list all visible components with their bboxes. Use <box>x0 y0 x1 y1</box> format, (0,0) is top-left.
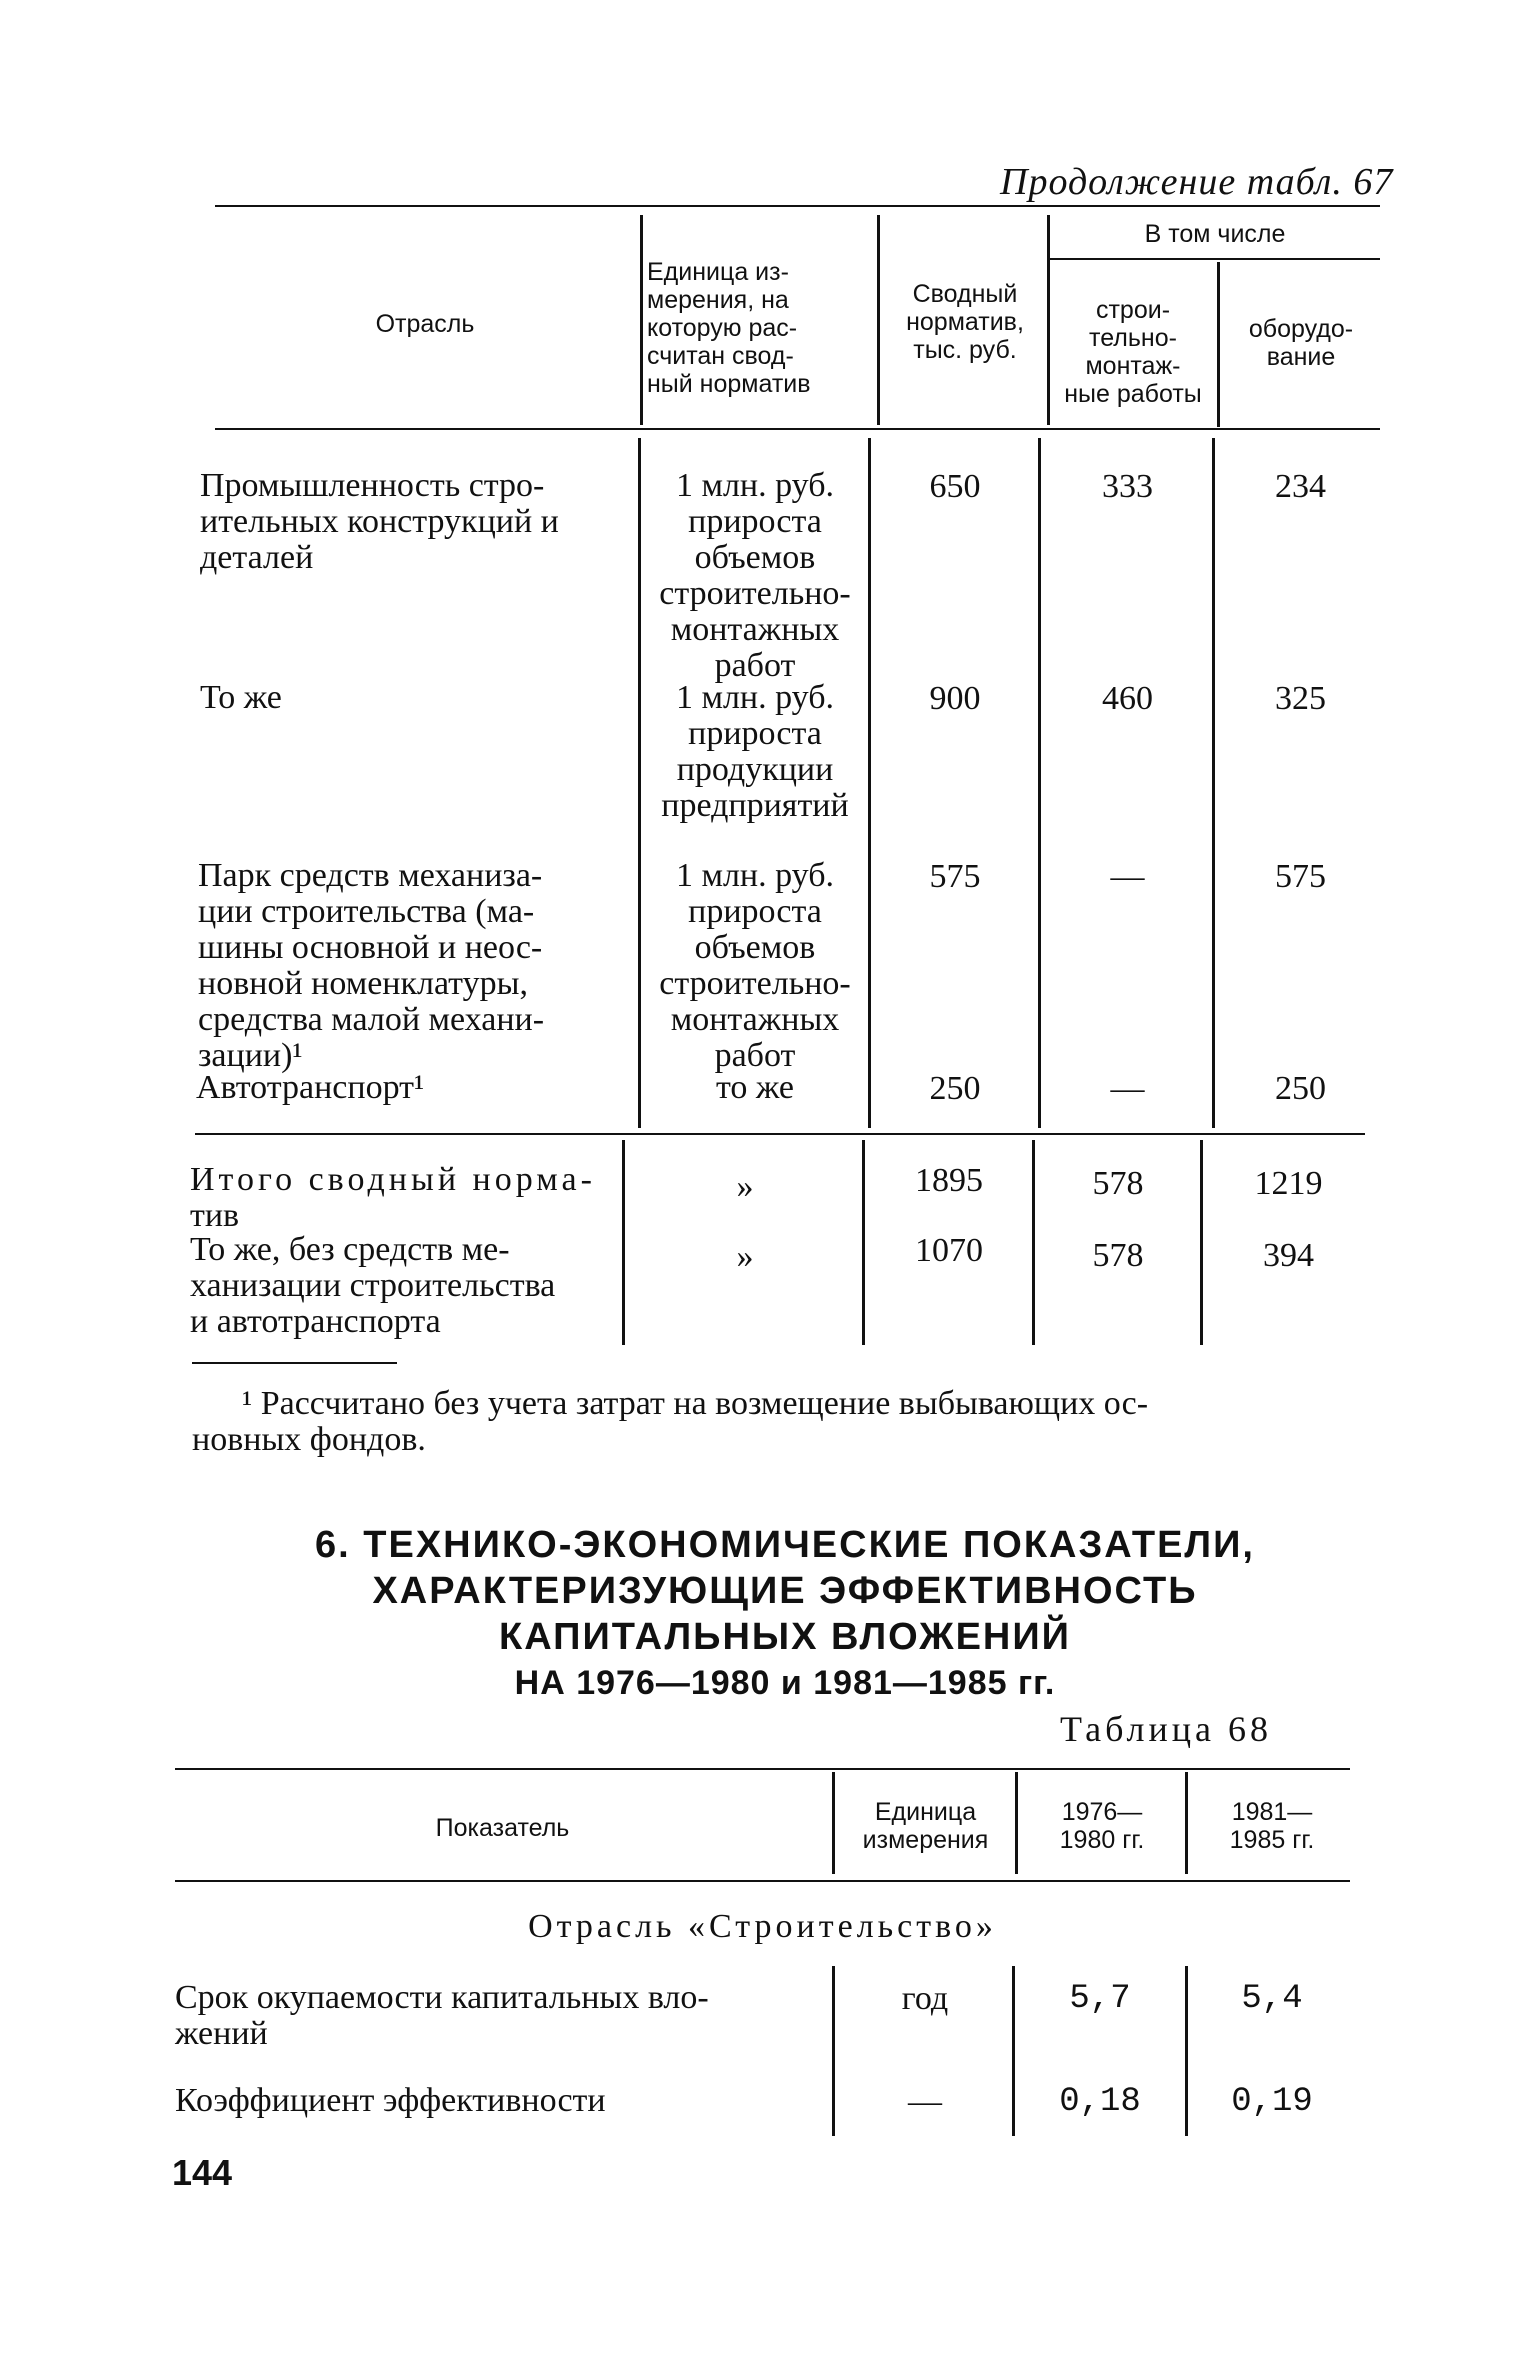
header-including: В том числе <box>1144 220 1286 248</box>
row1-unit: 1 млн. руб. прироста объемов строительно- монтажных работ <box>659 467 851 684</box>
col-rule-1-head <box>640 215 643 425</box>
t68-col-rule-3-body <box>1185 1966 1188 2136</box>
header-construction: строи- тельно- монтаж- ные работы <box>1064 296 1202 408</box>
t68-group-title: Отрасль «Строительство» <box>528 1908 997 1945</box>
col-rule-4-total <box>1200 1140 1203 1345</box>
t68-header-period1: 1976— 1980 гг. <box>1059 1798 1145 1854</box>
row1-branch: Промышленность стро- ительных конструкций и деталей <box>200 467 559 576</box>
row4-normative: 250 <box>929 1070 981 1107</box>
total1-equipment: 1219 <box>1254 1165 1323 1202</box>
t68-col-rule-1-head <box>832 1772 835 1874</box>
table-continuation-label: Продолжение табл. 67 <box>1000 161 1394 203</box>
row1-equipment: 234 <box>1275 468 1326 505</box>
table68-top-rule <box>175 1768 1350 1770</box>
footnote-rule <box>192 1362 397 1364</box>
row2-branch: То же <box>200 679 282 716</box>
t68-col-rule-2-body <box>1012 1966 1015 2136</box>
section-heading: 6. ТЕХНИКО-ЭКОНОМИЧЕСКИЕ ПОКАЗАТЕЛИ, ХАРАКТЕРИЗУЮЩИЕ ЭФФЕКТИВНОСТЬ КАПИТАЛЬНЫХ ВЛОЖЕНИЙ <box>315 1524 1255 1658</box>
t68-row1-period2: 5,4 <box>1241 1980 1303 2018</box>
row3-unit: 1 млн. руб. прироста объемов строительно- монтажных работ <box>659 857 851 1074</box>
col-rule-1-body <box>638 438 641 1128</box>
table67-top-rule <box>215 205 1380 207</box>
table68-header-rule <box>175 1880 1350 1882</box>
row2-unit: 1 млн. руб. прироста продукции предприятий <box>661 679 849 824</box>
header-branch: Отрасль <box>375 310 475 338</box>
row1-construction: 333 <box>1102 468 1153 505</box>
header-normative: Сводный норматив, тыс. руб. <box>906 280 1024 364</box>
table67-header-rule <box>215 428 1380 430</box>
total2-equipment: 394 <box>1263 1237 1314 1274</box>
t68-header-indicator: Показатель <box>435 1814 570 1842</box>
col-rule-4-body <box>1212 438 1215 1128</box>
table67-total-rule <box>195 1133 1365 1135</box>
t68-header-period2: 1981— 1985 гг. <box>1229 1798 1315 1854</box>
col-rule-1-total <box>622 1140 625 1345</box>
t68-col-rule-2-head <box>1015 1772 1018 1874</box>
col-rule-2-total <box>862 1140 865 1345</box>
t68-row2-period2: 0,19 <box>1231 2083 1313 2121</box>
col-rule-3-body <box>1038 438 1041 1128</box>
row3-construction: — <box>1110 858 1145 895</box>
t68-col-rule-1-body <box>832 1966 835 2136</box>
row3-branch: Парк средств механиза- ции строительства (ма- шины основной и неос- новной номенклатуры, средства малой механи- зации)¹ <box>198 857 545 1074</box>
section-subheading: НА 1976—1980 и 1981—1985 гг. <box>514 1664 1056 1702</box>
total1-branch: Итого сводный норма- тив <box>190 1161 596 1234</box>
total1-normative: 1895 <box>915 1162 983 1199</box>
footnote: ¹ Рассчитано без учета затрат на возмещение выбывающих ос- новных фондов. <box>192 1385 1149 1458</box>
row4-equipment: 250 <box>1275 1070 1326 1107</box>
row3-equipment: 575 <box>1275 858 1326 895</box>
total2-unit: » <box>736 1238 754 1275</box>
total2-construction: 578 <box>1092 1237 1144 1274</box>
t68-row1-period1: 5,7 <box>1069 1980 1131 2018</box>
row4-unit: то же <box>715 1069 795 1106</box>
col-rule-2-body <box>868 438 871 1128</box>
col-rule-4-head <box>1217 262 1220 427</box>
row2-equipment: 325 <box>1275 680 1326 717</box>
row2-construction: 460 <box>1102 680 1153 717</box>
total2-normative: 1070 <box>915 1232 983 1269</box>
table68-label: Таблица 68 <box>1060 1709 1272 1749</box>
col-rule-2-head <box>877 215 880 425</box>
total2-branch: То же, без средств ме- ханизации строительства и автотранспорта <box>190 1231 556 1340</box>
row1-normative: 650 <box>929 468 981 505</box>
header-equipment: оборудо- вание <box>1248 315 1354 371</box>
t68-row2-unit: — <box>908 2083 942 2120</box>
t68-row2-indicator: Коэффициент эффективности <box>175 2082 606 2119</box>
t68-header-unit: Единица измерения <box>862 1798 989 1854</box>
t68-col-rule-3-head <box>1185 1772 1188 1874</box>
row4-branch: Автотранспорт¹ <box>196 1069 425 1106</box>
col-rule-3-total <box>1032 1140 1035 1345</box>
t68-row1-unit: год <box>901 1980 949 2017</box>
t68-row2-period1: 0,18 <box>1059 2083 1141 2121</box>
total1-construction: 578 <box>1092 1165 1144 1202</box>
page-number: 144 <box>172 2152 233 2193</box>
row4-construction: — <box>1110 1070 1145 1107</box>
header-unit: Единица из- мерения, на которую рас- считан свод- ный норматив <box>647 258 811 398</box>
row3-normative: 575 <box>929 858 981 895</box>
total1-unit: » <box>736 1168 754 1205</box>
row2-normative: 900 <box>929 680 981 717</box>
including-rule <box>1050 258 1380 260</box>
t68-row1-indicator: Срок окупаемости капитальных вло- жений <box>175 1979 709 2052</box>
